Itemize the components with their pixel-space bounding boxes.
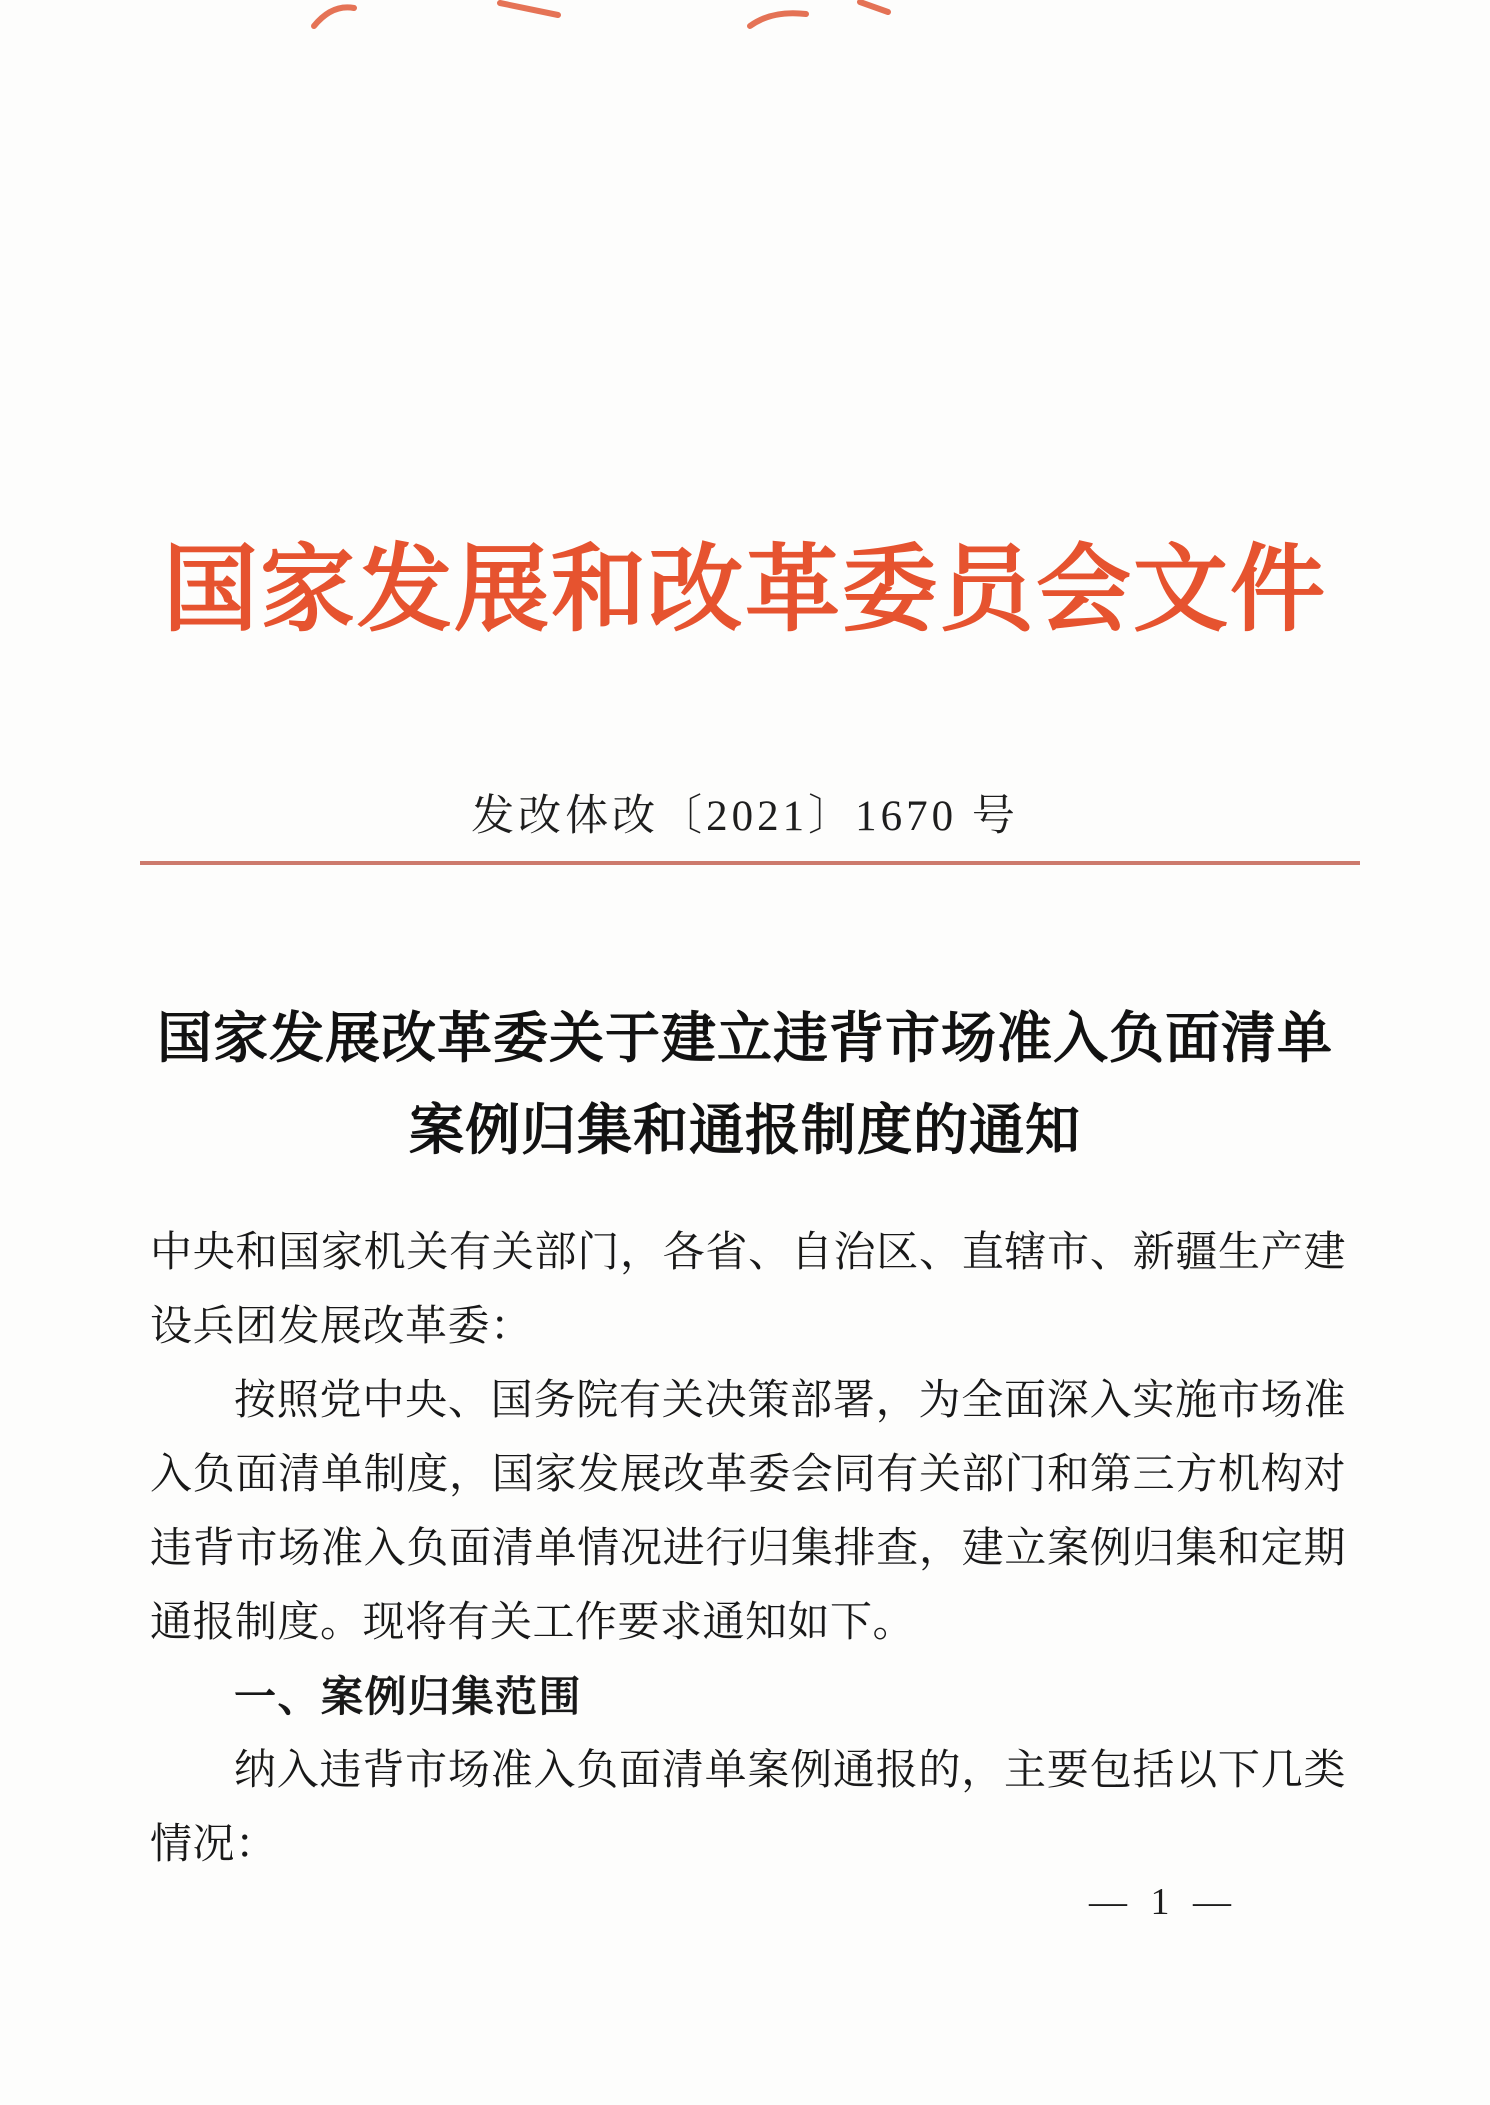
- scan-mark-icon: [750, 13, 806, 26]
- agency-header-title: 国家发展和改革委员会文件: [162, 537, 1327, 643]
- section-heading-1: 一、案例归集范围: [234, 1673, 583, 1720]
- body-line-paragraph-1: 按照党中央、国务院有关决策部署，为全面深入实施市场准: [234, 1378, 1346, 1424]
- header-divider-rule: [140, 861, 1360, 865]
- document-body: [150, 1216, 1346, 1882]
- body-line-paragraph-5: 纳入违背市场准入负面清单案例通报的，主要包括以下几类: [234, 1748, 1346, 1794]
- document-title-line1: 国家发展改革委关于建立违背市场准入负面清单: [156, 1008, 1333, 1069]
- scan-mark-icon: [860, 2, 888, 12]
- body-line-salutation-2: 设兵团发展改革委：: [150, 1304, 533, 1350]
- body-line-paragraph-3: 违背市场准入负面清单情况进行归集排查，建立案例归集和定期: [150, 1526, 1346, 1572]
- document-title-line2: 案例归集和通报制度的通知: [408, 1100, 1081, 1161]
- page-number: — 1 —: [1089, 1881, 1238, 1923]
- scan-artifact-marks: [0, 0, 1490, 42]
- scan-mark-icon: [500, 3, 558, 15]
- scan-mark-icon: [314, 7, 354, 26]
- document-number: 发改体改〔2021〕1670 号: [471, 793, 1019, 840]
- body-line-salutation-1: 中央和国家机关有关部门，各省、自治区、直辖市、新疆生产建: [150, 1230, 1346, 1276]
- body-line-paragraph-2: 入负面清单制度，国家发展改革委会同有关部门和第三方机构对: [150, 1452, 1346, 1498]
- body-line-paragraph-6: 情况：: [150, 1822, 278, 1868]
- document-title: [0, 993, 1490, 1177]
- body-line-paragraph-4: 通报制度。现将有关工作要求通知如下。: [150, 1600, 916, 1646]
